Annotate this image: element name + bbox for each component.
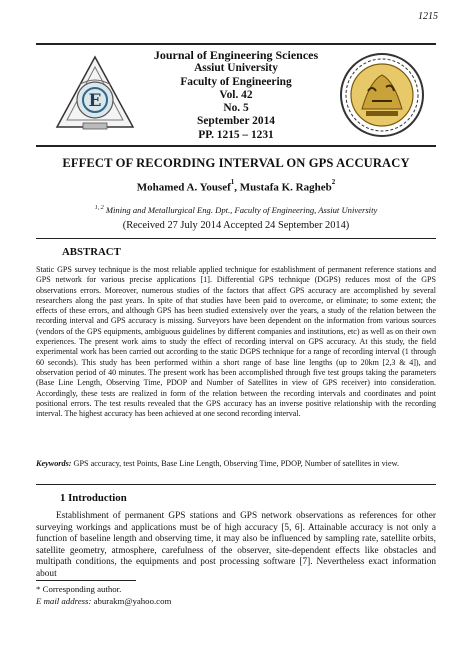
footnote-rule [36, 580, 136, 581]
university-emblem-icon [338, 51, 426, 139]
paper-authors [36, 180, 436, 194]
abstract-top-rule [36, 238, 436, 239]
corresponding-author-note: * Corresponding author. [36, 584, 122, 594]
journal-pages: PP. 1215 – 1231 [198, 128, 274, 141]
keywords-text: GPS accuracy, test Points, Base Line Length, Observing Time, PDOP, Number of satellites in view. [71, 459, 400, 468]
header-top-rule [36, 43, 436, 45]
faculty-logo-icon [53, 53, 137, 137]
introduction-text: Establishment of permanent GPS stations and GPS network observations as references for other surveying workings and applications must be of high accuracy [5, 6]. Attainable accuracy is not only a function of baseline length and observing time, it may also be influenced by sampling rate, satellite orbits, satellite geometry, atmosphere, carefulness of the observer, site-dependent effects like obstacles and multipath conditions, the equipments and post processing software [7]. Nevertheless exact information about [36, 511, 436, 579]
journal-info [146, 49, 326, 142]
journal-date: September 2014 [197, 115, 275, 128]
journal-volume: Vol. 42 [219, 88, 253, 101]
journal-number: No. 5 [223, 102, 249, 115]
faculty-name: Faculty of Engineering [180, 75, 292, 88]
header-bottom-rule [36, 145, 436, 147]
svg-text:E: E [88, 91, 102, 111]
abstract-bottom-rule [36, 484, 436, 485]
introduction-heading: 1 Introduction [60, 492, 127, 504]
university-name: Assiut University [194, 62, 278, 75]
abstract-text: Static GPS survey technique is the most reliable applied technique for establishment of permanent reference stations and GPS network for various precise applications [1]. Differential GPS technique (DGPS) reduces most of the GPS observations errors. Moreover, numerous studies of the factors that affect GPS accuracy are accomplished by several researchers along the past years. In spite of that studies have been paid to overcome, or eliminate; to some extent; the effects of these errors, and although GPS has been studied extensively over the years, a study of the relation between the recording interval and GPS accuracy is missing. Surveyors have been dependent on the information from various sources (vendors of the GPS equipments, ambiguous guidelines by different companies and institutions, etc) as well as on their own experiences. The present work aims to study the effect of recording interval on GPS accuracy. At this study, the field experimental work has been carried out according to the static DGPS technique for a range of recording interval (1 through 60 seconds). This study has been performed within a short range of base line lengths (up to 20km [2,3 & 4]), and observation period of 40 minutes. The present work has been accomplished through five test groups taking the parameters (Base Line Length, Observing Time, PDOP and Number of Satellites in view of GPS receiver) into consideration. Accordingly, these tests are realized in form of the relation between the recording intervals and coordinates and point positional errors. The test results revealed that the GPS accuracy has an inverse positive relationship with the recording interval. The highest accuracy has been achieved at one second recording interval. [36, 265, 436, 419]
author-2: Mustafa K. Ragheb [239, 181, 332, 194]
author-1: Mohamed A. Yousef [136, 181, 231, 194]
email-address: aburakm@yahoo.com [91, 596, 172, 606]
email-note [36, 596, 171, 606]
page-number: 1215 [418, 11, 438, 22]
email-label: E mail address: [36, 596, 92, 606]
affiliation-superscript: 1, 2 [94, 205, 104, 212]
author-separator: , [234, 181, 240, 194]
paper-title: EFFECT OF RECORDING INTERVAL ON GPS ACCURACY [62, 156, 410, 170]
keywords [36, 459, 436, 469]
author-affiliation [36, 205, 436, 215]
abstract-heading: ABSTRACT [62, 246, 121, 258]
journal-header [36, 47, 436, 143]
author-1-superscript: 1 [230, 178, 235, 186]
keywords-label: Keywords: [36, 459, 72, 468]
received-accepted-dates: (Received 27 July 2014 Accepted 24 September 2014) [122, 220, 350, 231]
author-2-superscript: 2 [331, 178, 336, 186]
journal-name: Journal of Engineering Sciences [153, 48, 319, 62]
affiliation-text: Mining and Metallurgical Eng. Dpt., Faculty of Engineering, Assiut University [103, 205, 378, 215]
